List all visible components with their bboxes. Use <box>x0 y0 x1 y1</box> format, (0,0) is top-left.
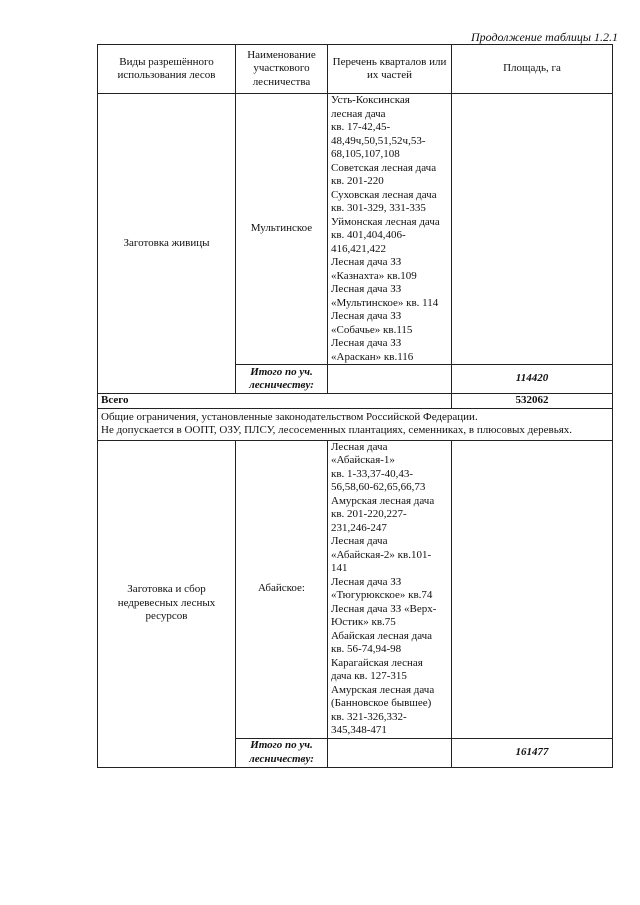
quarters-cell <box>328 440 452 738</box>
subtotal-empty-cell <box>328 738 452 767</box>
subtotal-value: 114420 <box>452 365 613 394</box>
subtotal-empty-cell <box>328 365 452 394</box>
quarters-list: Лесная дача «Абайская-1» кв. 1-33,37-40,43- 56,58,60-62,65,66,73 Амурская лесная дача кв. 201-220,227- 231,246-247 Лесная дача «Абайская-2» кв.101- 141 Лесная дача ЗЗ «Тюгурюкское» кв.74 Лесная дача ЗЗ «Верх- Юстик» кв.75 Абайская лесная дача кв. 56-74,94-98 Карагайская лесная дача кв. 127-315 Амурская лесная дача (Банновское бывшее) кв. 321-326,332- 345,348-471 <box>331 440 437 736</box>
header-quarters: Перечень кварталов или их частей <box>328 45 452 94</box>
subtotal-value: 161477 <box>452 738 613 767</box>
table-row <box>98 440 613 738</box>
restrictions-prohibited: Не допускается в ООПТ, ОЗУ, ПЛСУ, лесосеменных плантациях, семенниках, в плюсовых деревьях. <box>101 424 573 436</box>
quarters-list: Усть-Коксинская лесная дача кв. 17-42,45- 48,49ч,50,51,52ч,53- 68,105,107,108 Советская лесная дача кв. 201-220 Суховская лесная дача кв. 301-329, 331-335 Уймонская лесная дача кв. 401,404,406- 416,421,422 Лесная дача ЗЗ «Казнахта» кв.109 Лесная дача ЗЗ «Мультинское» кв. 114 Лесная дача ЗЗ «Собачье» кв.115 Лесная дача ЗЗ «Араскан» кв.116 <box>331 94 440 363</box>
use-type-cell: Заготовка живицы <box>98 94 236 394</box>
total-row <box>98 394 613 409</box>
area-cell <box>452 94 613 365</box>
table-row <box>98 94 613 365</box>
subtotal-label: Итого по уч. лесничеству: <box>236 738 328 767</box>
header-row <box>98 45 613 94</box>
header-forestry: Наименование участкового лесничества <box>236 45 328 94</box>
restrictions-general: Общие ограничения, установленные законодательством Российской Федерации. <box>101 410 478 423</box>
area-cell <box>452 440 613 738</box>
quarters-cell <box>328 94 452 365</box>
total-value: 532062 <box>452 394 613 409</box>
header-area: Площадь, га <box>452 45 613 94</box>
forest-use-table <box>97 44 613 768</box>
forestry-cell: Мультинское <box>236 94 328 365</box>
restrictions-row <box>98 408 613 440</box>
table-continuation-caption: Продолжение таблицы 1.2.1 <box>470 30 618 44</box>
total-label: Всего <box>98 394 452 409</box>
forestry-cell: Абайское: <box>236 440 328 738</box>
subtotal-label: Итого по уч. лесничеству: <box>236 365 328 394</box>
header-use-type: Виды разрешённого использования лесов <box>98 45 236 94</box>
use-type-cell: Заготовка и сбор недревесных лесных ресурсов <box>98 440 236 767</box>
restrictions-cell <box>98 408 613 440</box>
